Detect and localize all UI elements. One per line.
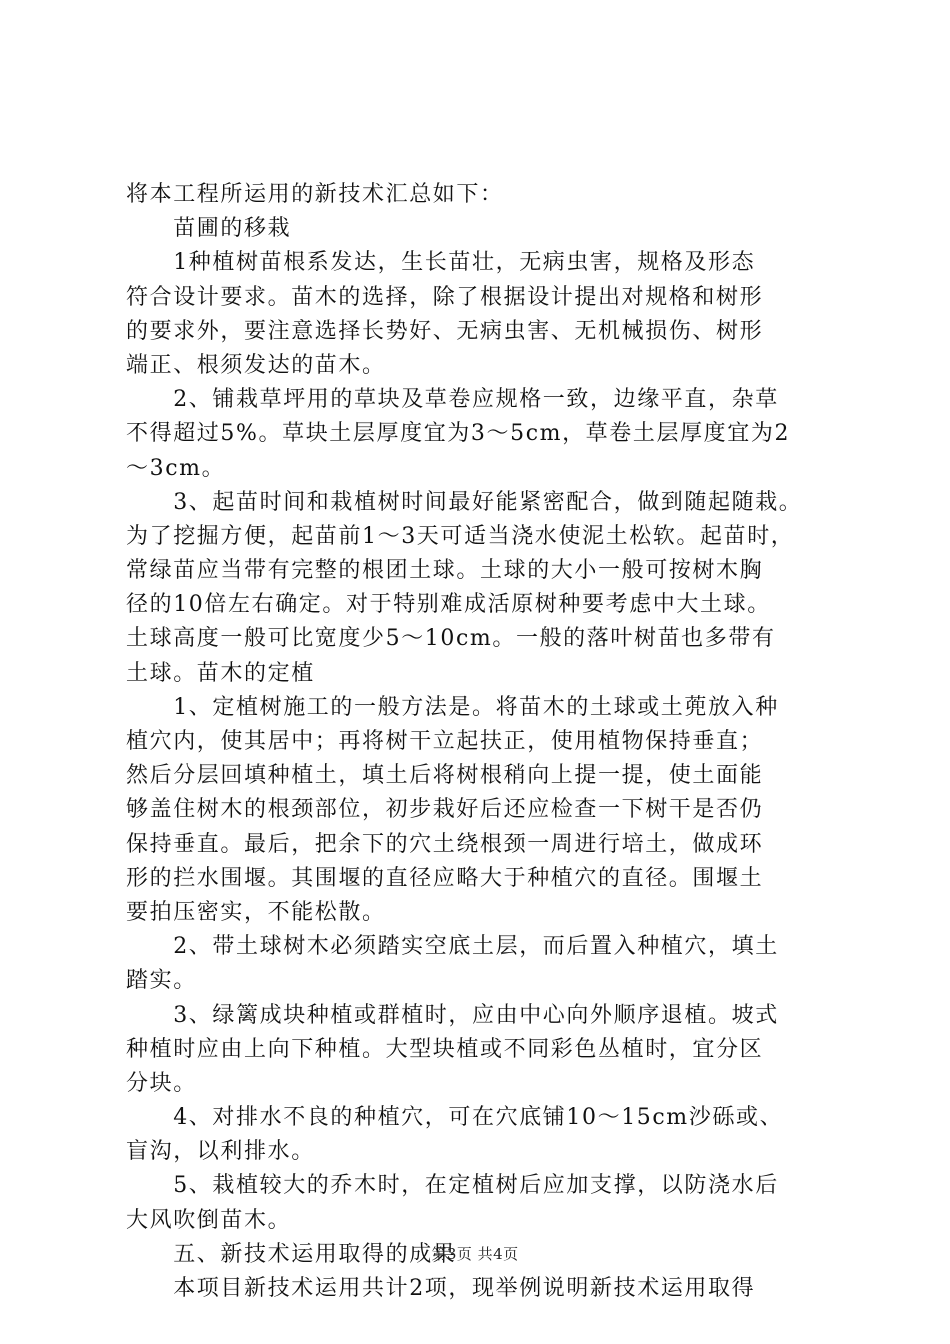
page-number-footer: 第3页 共4页 — [431, 1245, 519, 1263]
text-line: 够盖住树木的根颈部位，初步栽好后还应检查一下树干是否仍 — [126, 797, 764, 823]
text-line: 土球高度一般可比宽度少5～10cm。一般的落叶树苗也多带有 — [126, 626, 776, 652]
text-line: 分块。 — [126, 1070, 197, 1096]
text-line: 3、起苗时间和栽植树时间最好能紧密配合，做到随起随栽。 — [126, 489, 803, 515]
text-line: 端正、根须发达的苗木。 — [126, 352, 386, 378]
text-line: 保持垂直。最后，把余下的穴土绕根颈一周进行培土，做成环 — [126, 831, 764, 857]
text-line: 3、绿篱成块种植或群植时，应由中心向外顺序退植。坡式 — [126, 1002, 779, 1028]
text-line: 2、铺栽草坪用的草块及草卷应规格一致，边缘平直，杂草 — [126, 387, 779, 413]
text-line: 的要求外，要注意选择长势好、无病虫害、无机械损伤、树形 — [126, 318, 764, 344]
text-line: 大风吹倒苗木。 — [126, 1207, 292, 1233]
text-line: 植穴内，使其居中；再将树干立起扶正，使用植物保持垂直； — [126, 729, 764, 754]
text-line: 将本工程所运用的新技术汇总如下： — [126, 182, 504, 207]
text-line: 1种植树苗根系发达，生长苗壮，无病虫害，规格及形态 — [126, 250, 756, 276]
text-line: 种植时应由上向下种植。大型块植或不同彩色丛植时，宜分区 — [126, 1036, 764, 1062]
text-line: 5、栽植较大的乔木时，在定植树后应加支撑，以防浇水后 — [126, 1173, 779, 1199]
section-heading: 五、新技术运用取得的成果 — [126, 1241, 457, 1267]
text-line: 1、定植树施工的一般方法是。将苗木的土球或土蔸放入种 — [126, 694, 779, 720]
text-line: 然后分层回填种植土，填土后将树根稍向上提一提，使土面能 — [126, 763, 764, 789]
text-line: 土球。苗木的定植 — [126, 660, 315, 686]
text-line: 常绿苗应当带有完整的根团土球。土球的大小一般可按树木胸 — [126, 558, 764, 584]
text-line: ～3cm。 — [126, 455, 226, 481]
text-line: 不得超过5%。草块土层厚度宜为3～5cm，草卷土层厚度宜为2 — [126, 421, 791, 447]
text-line: 形的拦水围堰。其围堰的直径应略大于种植穴的直径。围堰土 — [126, 865, 764, 891]
text-line: 2、带土球树木必须踏实空底土层，而后置入种植穴，填土 — [126, 934, 779, 960]
text-line: 踏实。 — [126, 968, 197, 994]
section-heading: 苗圃的移栽 — [126, 216, 292, 242]
text-line: 符合设计要求。苗木的选择，除了根据设计提出对规格和树形 — [126, 284, 764, 310]
text-line: 径的10倍左右确定。对于特别难成活原树种要考虑中大土球。 — [126, 592, 771, 618]
document-body — [126, 178, 826, 1306]
text-line: 盲沟，以利排水。 — [126, 1139, 315, 1165]
text-line: 为了挖掘方便，起苗前1～3天可适当浇水使泥土松软。起苗时， — [126, 523, 795, 549]
text-line: 4、对排水不良的种植穴，可在穴底铺10～15cm沙砾或、 — [126, 1105, 784, 1131]
text-line: 本项目新技术运用共计2项，现举例说明新技术运用取得 — [126, 1276, 756, 1301]
text-line: 要拍压密实，不能松散。 — [126, 899, 386, 925]
